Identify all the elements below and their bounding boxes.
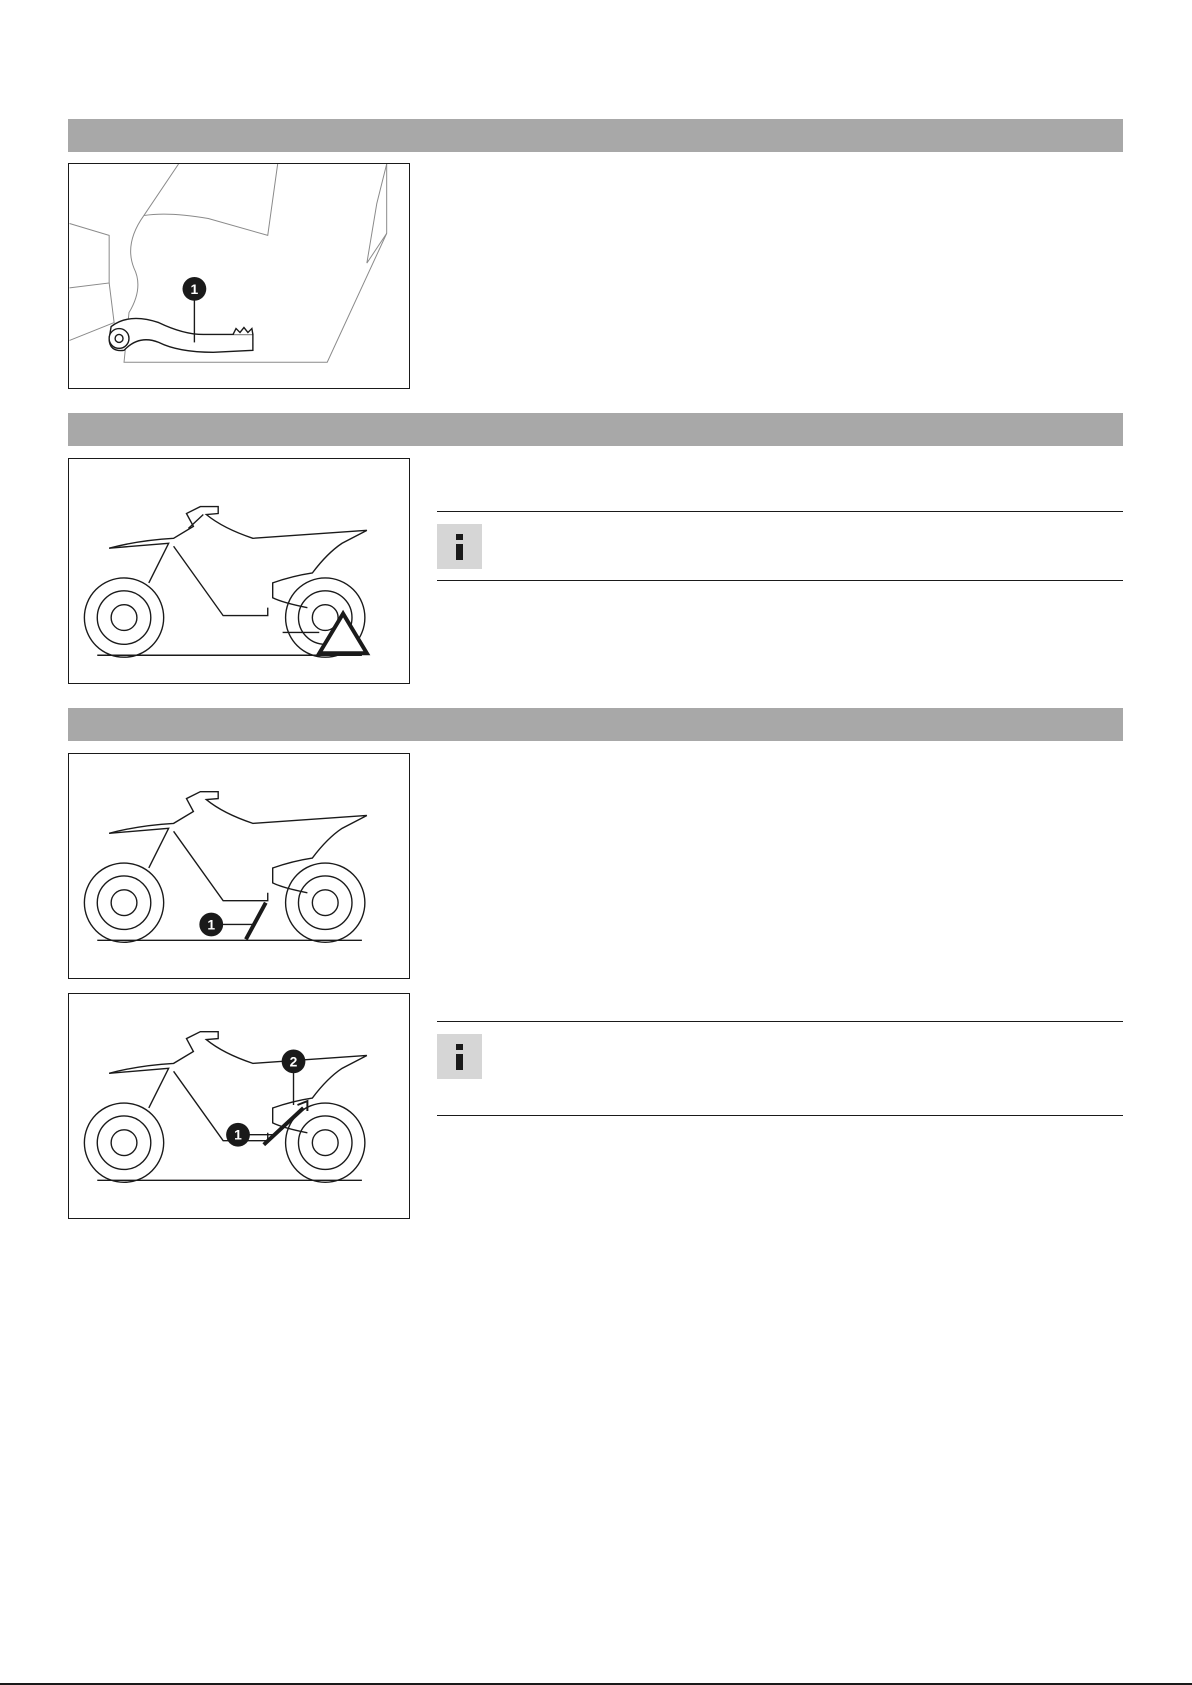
info-icon <box>437 524 482 569</box>
section-header-bar-3 <box>68 708 1123 741</box>
figure-foot-brake-lever <box>68 163 410 389</box>
figure-side-stand-up <box>68 993 410 1219</box>
figure-side-stand-down <box>68 753 410 979</box>
callout-1: 1 <box>207 916 216 933</box>
info-rule-top-1 <box>437 511 1123 512</box>
callout-1: 1 <box>234 1126 242 1143</box>
info-rule-bottom-2 <box>437 1115 1123 1116</box>
info-icon <box>437 1034 482 1079</box>
callout-2: 2 <box>289 1053 298 1070</box>
warning-triangle-icon <box>319 614 367 654</box>
section-header-bar-2 <box>68 413 1123 446</box>
info-rule-bottom-1 <box>437 580 1123 581</box>
figure-motorcycle-on-ground <box>68 458 410 684</box>
section-header-bar-1 <box>68 119 1123 152</box>
info-rule-top-2 <box>437 1021 1123 1022</box>
callout-1: 1 <box>190 280 199 297</box>
